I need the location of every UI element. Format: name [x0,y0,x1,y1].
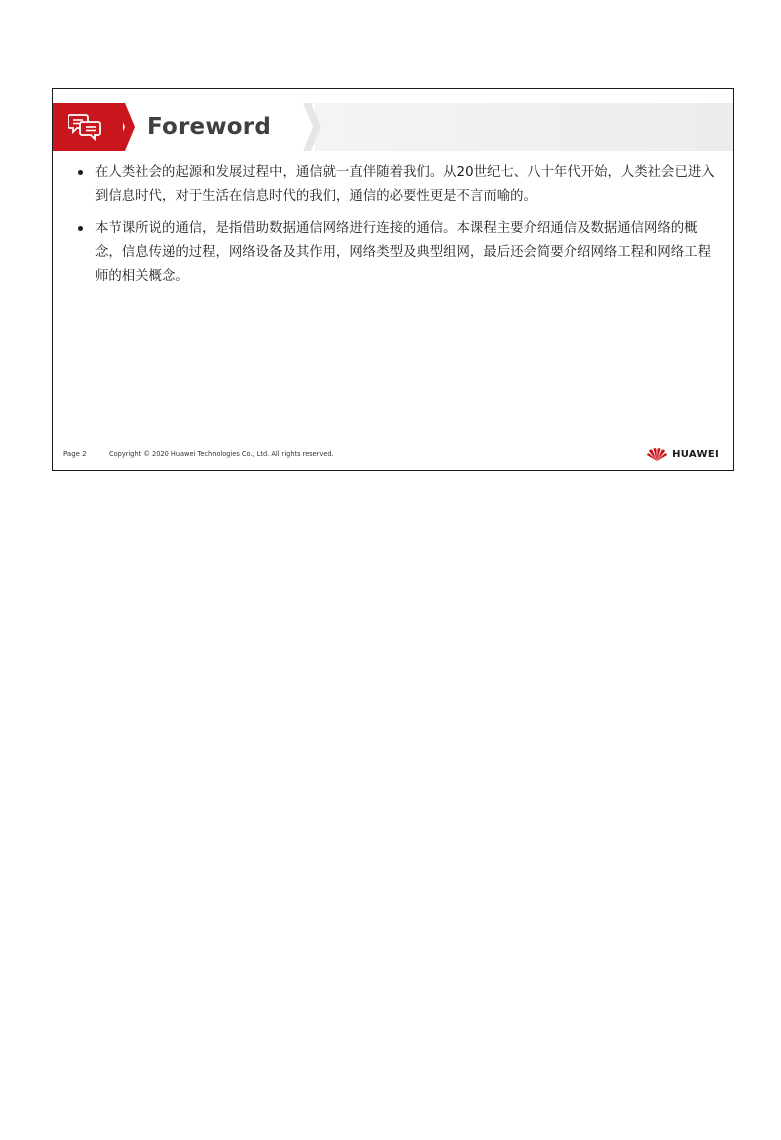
slide [52,88,734,471]
bullet-text: 在人类社会的起源和发展过程中，通信就一直伴随着我们。从20世纪七、八十年代开始，人类社会已进入到信息时代，对于生活在信息时代的我们，通信的必要性更是不言而喻的。 [95,165,715,204]
bullet-dot [78,226,83,231]
bullet-item [75,217,715,289]
bullet-list [75,161,715,297]
header-band [53,103,733,151]
brand-name: HUAWEI [672,448,719,460]
slide-title: Foreword [147,114,271,140]
chat-bubbles-icon [68,113,102,141]
slide-footer [53,440,733,470]
huawei-logo-icon [646,446,668,462]
page-number: Page 2 [63,450,87,458]
brand-logo [646,444,719,464]
bullet-dot [78,170,83,175]
bullet-item [75,161,715,209]
header-gray-band [315,103,733,151]
copyright-text: Copyright © 2020 Huawei Technologies Co., Ltd. All rights reserved. [109,450,334,458]
bullet-text: 本节课所说的通信，是指借助数据通信网络进行连接的通信。本课程主要介绍通信及数据通信网络的概念，信息传递的过程，网络设备及其作用，网络类型及典型组网，最后还会简要介绍网络工程和网络工程师的相关概念。 [95,221,711,284]
